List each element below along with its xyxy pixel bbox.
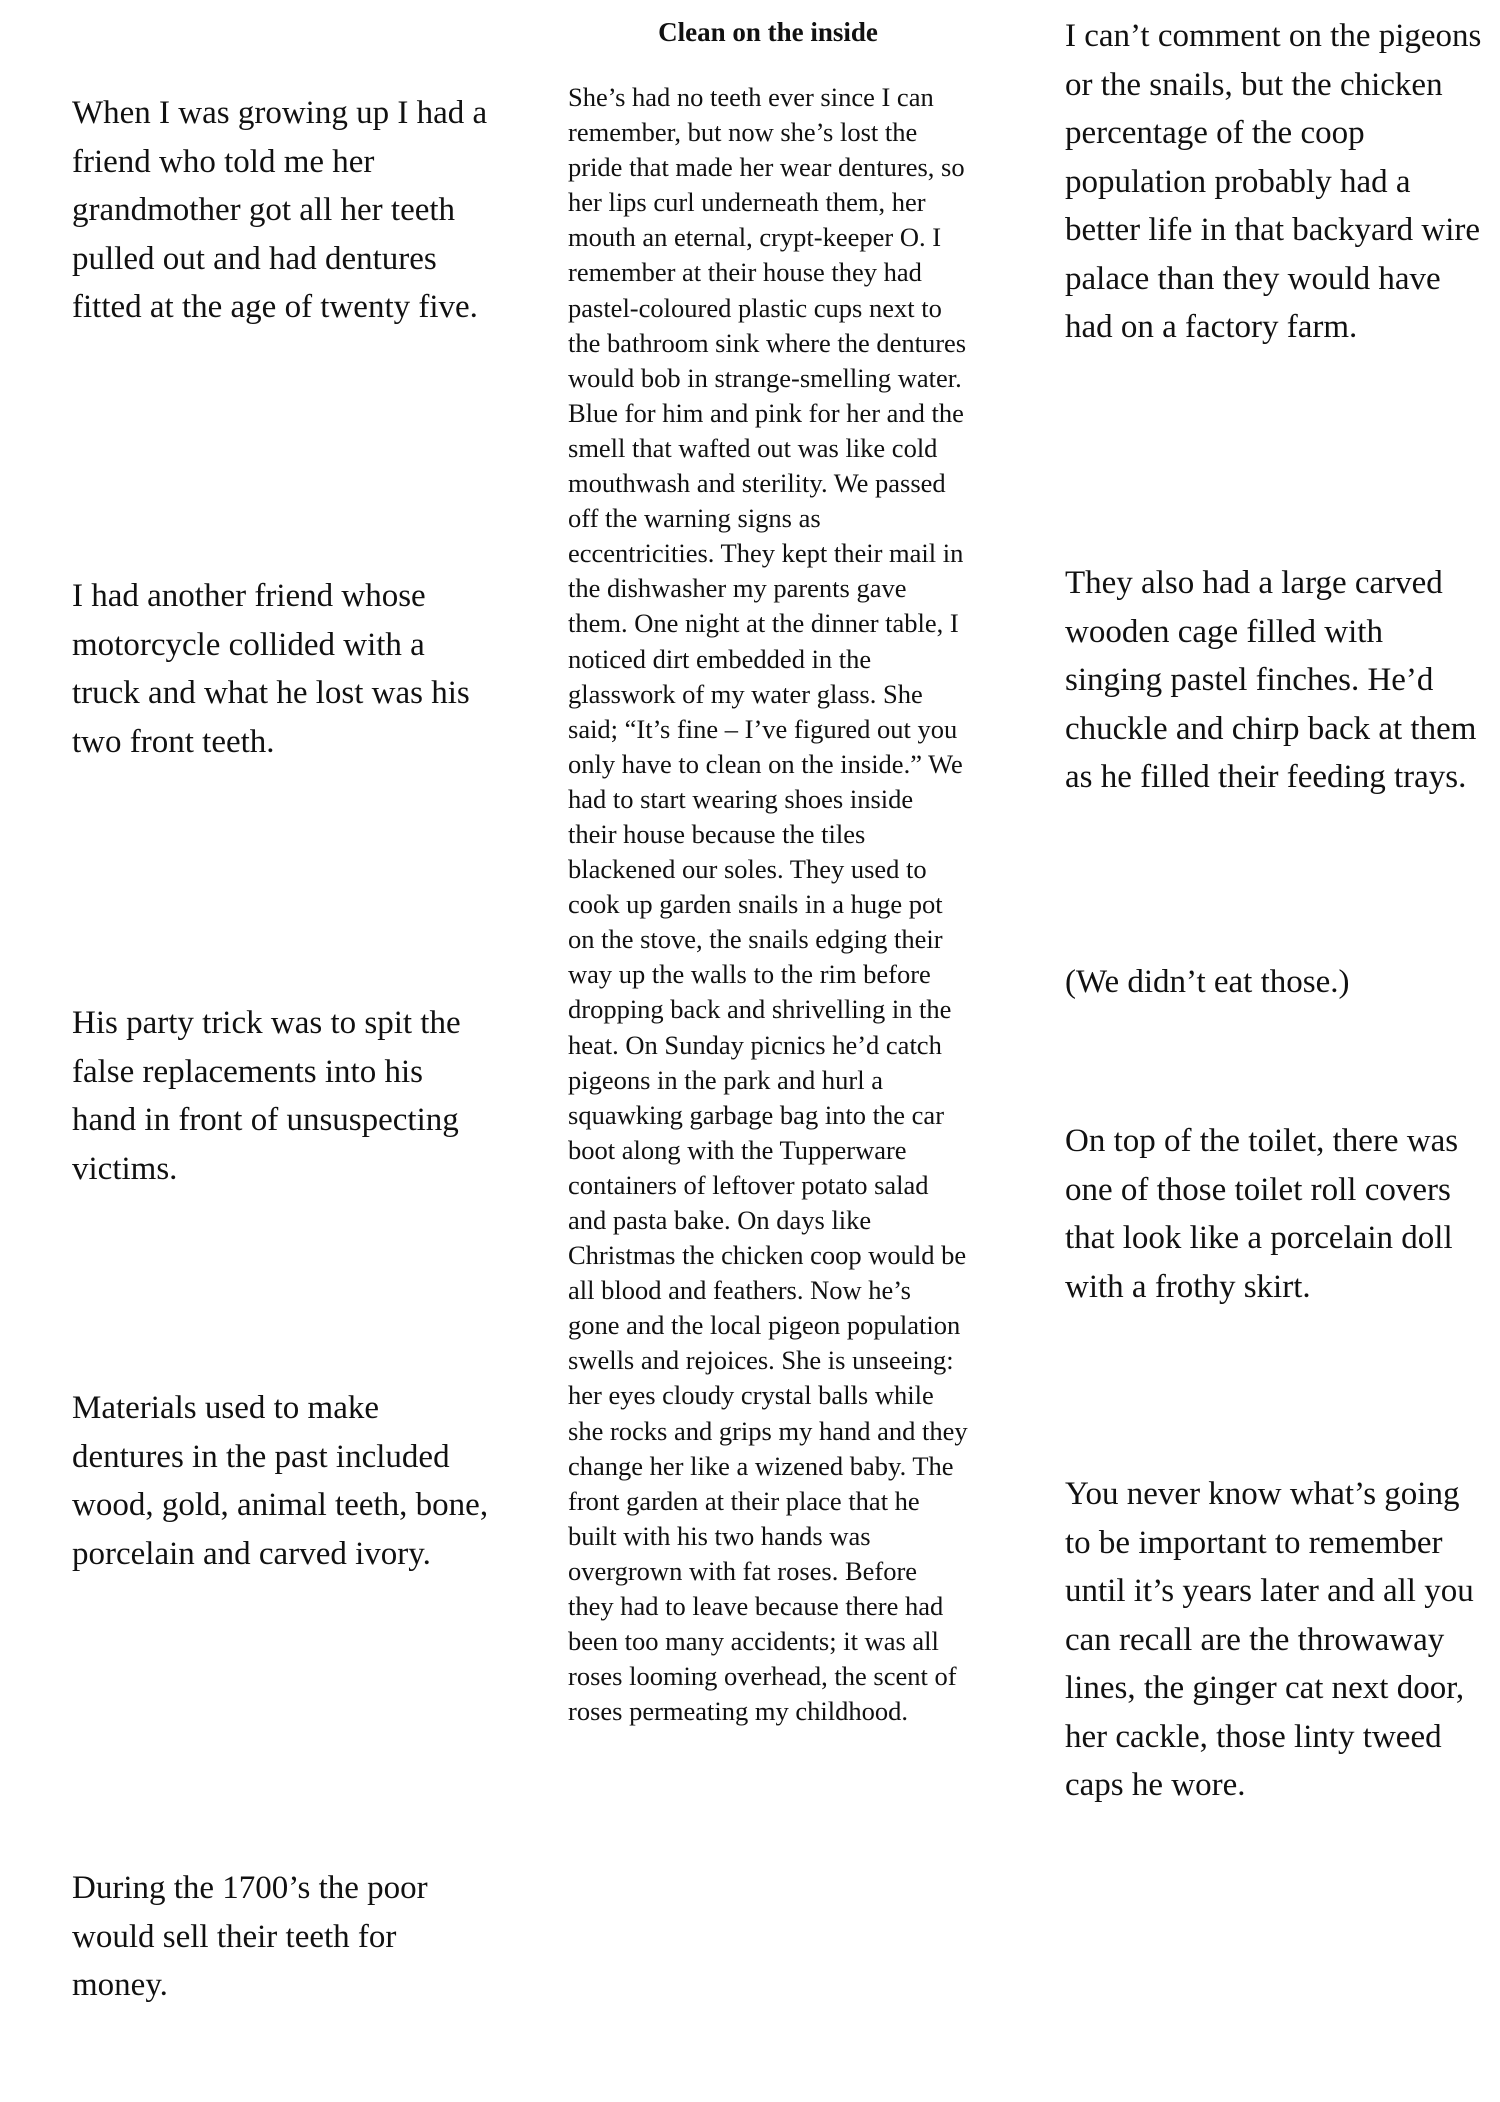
left-paragraph-party-trick: His party trick was to spit the false replacements into his hand in front of unsuspecting victims. (72, 1005, 461, 1187)
right-paragraph-toilet-roll: On top of the toilet, there was one of those toilet roll covers that look like a porcelain doll with a frothy skirt. (1065, 1123, 1459, 1305)
right-paragraph-pigeons-snails: I can’t comment on the pigeons or the snails, but the chicken percentage of the coop population probably had a better life in that backyard wire palace than they would have had on a factory farm. (1065, 18, 1482, 345)
left-paragraph-1700s: During the 1700’s the poor would sell their teeth for money. (72, 1870, 428, 2003)
story-title: Clean on the inside (658, 17, 878, 47)
right-paragraph-didnt-eat: (We didn’t eat those.) (1065, 964, 1350, 1000)
left-paragraph-motorcycle: I had another friend whose motorcycle collided with a truck and what he lost was his two front teeth. (72, 578, 470, 760)
right-paragraph-finches: They also had a large carved wooden cage filled with singing pastel finches. He’d chuckle and chirp back at them as he filled their feeding trays. (1065, 565, 1477, 795)
right-paragraph-never-know: You never know what’s going to be important to remember until it’s years later and all you can recall are the throwaway lines, the ginger cat next door, her cackle, those linty tweed caps he wore. (1065, 1476, 1474, 1803)
left-paragraph-teeth-pulled: When I was growing up I had a friend who told me her grandmother got all her teeth pulled out and had dentures fitted at the age of twenty five. (72, 95, 488, 325)
left-paragraph-denture-materials: Materials used to make dentures in the past included wood, gold, animal teeth, bone, porcelain and carved ivory. (72, 1390, 489, 1572)
story-body: She’s had no teeth ever since I can remember, but now she’s lost the pride that made her wear dentures, so her lips curl underneath them, her mouth an eternal, crypt-keeper O. I remember at their house they had pastel-coloured plastic cups next to the bathroom sink where the dentures would bob in strange-smelling water. Blue for him and pink for her and the smell that wafted out was like cold mouthwash and sterility. We passed off the warning signs as eccentricities. They kept their mail in the dishwasher my parents gave them. One night at the dinner table, I noticed dirt embedded in the glasswork of my water glass. She said; “It’s fine – I’ve figured out you only have to clean on the inside.” We had to start wearing shoes inside their house because the tiles blackened our soles. They used to cook up garden snails in a huge pot on the stove, the snails edging their way up the walls to the rim before dropping back and shrivelling in the heat. On Sunday picnics he’d catch pigeons in the park and hurl a squawking garbage bag into the car boot along with the Tupperware containers of leftover potato salad and pasta bake. On days like Christmas the chicken coop would be all blood and feathers. Now he’s gone and the local pigeon population swells and rejoices. She is unseeing: her eyes cloudy crystal balls while she rocks and grips my hand and they change her like a wizened baby. The front garden at their place that he built with his two hands was overgrown with fat roses. Before they had to leave because there had been too many accidents; it was all roses looming overhead, the scent of roses permeating my childhood. (568, 82, 968, 1727)
